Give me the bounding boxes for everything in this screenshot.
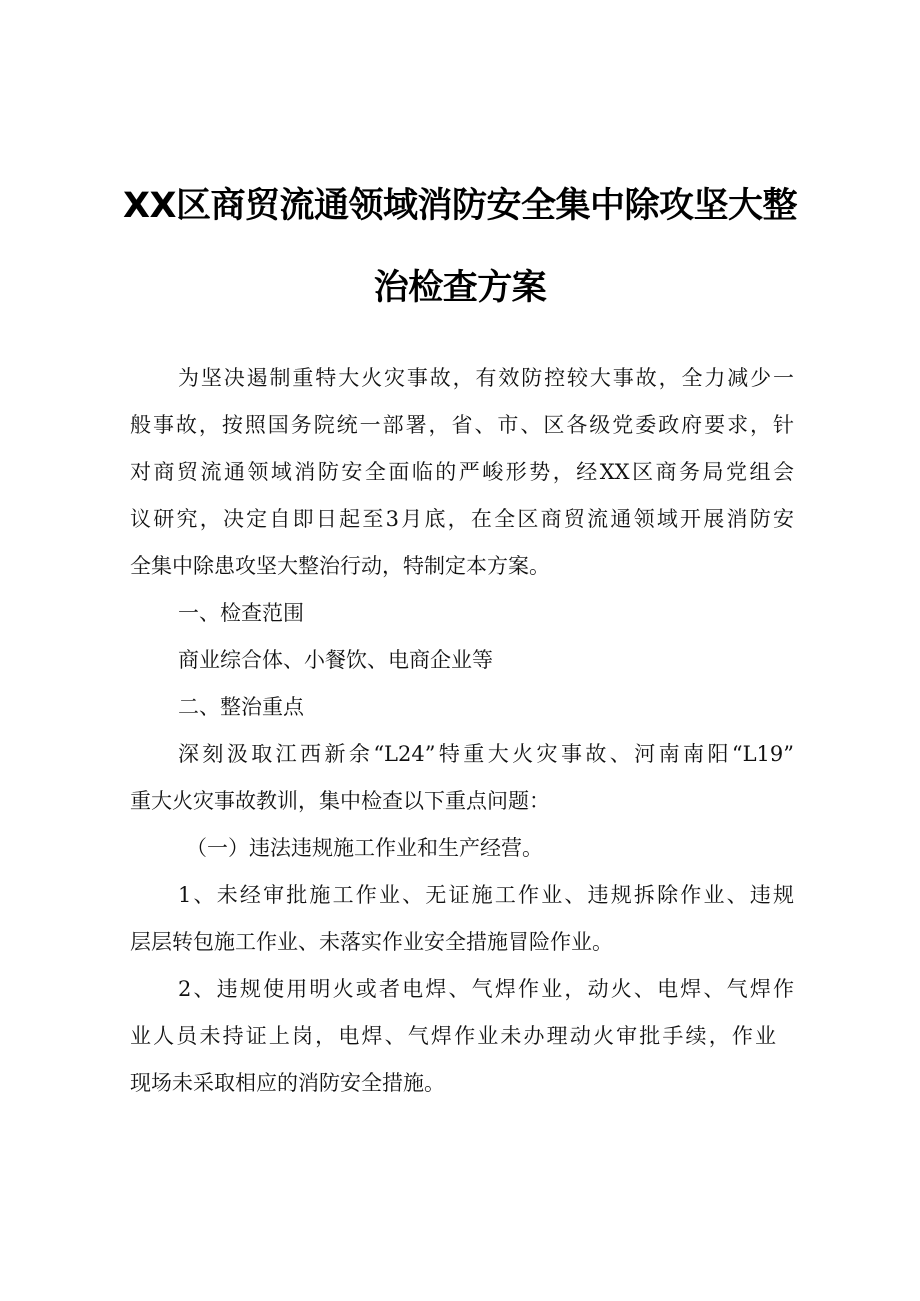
item-1-line-1: 1、未经审批施工作业、无证施工作业、违规拆除作业、违规 <box>178 883 794 907</box>
intro-line-2: 般事故，按照国务院统一部署，省、市、区各级党委政府要求，针 <box>130 413 794 437</box>
section-2-heading: 二、整治重点 <box>178 695 304 719</box>
item-2-line-3: 现场未采取相应的消防安全措施。 <box>130 1071 445 1095</box>
section-2-body-line-1: 深刻汲取江西新余“L24”特重大火灾事故、河南南阳“L19” <box>178 742 794 766</box>
intro-line-1: 为坚决遏制重特大火灾事故，有效防控较大事故，全力减少一 <box>178 366 794 390</box>
intro-line-4: 议研究，决定自即日起至3月底，在全区商贸流通领域开展消防安 <box>130 507 794 531</box>
section-1-body: 商业综合体、小餐饮、电商企业等 <box>178 648 493 672</box>
subsection-1-heading: （一）违法违规施工作业和生产经营。 <box>186 836 543 860</box>
intro-line-5: 全集中除患攻坚大整治行动，特制定本方案。 <box>130 554 550 578</box>
section-1-heading: 一、检查范围 <box>178 601 304 625</box>
item-1-line-2: 层层转包施工作业、未落实作业安全措施冒险作业。 <box>130 930 613 954</box>
document-title-line-2: 治检查方案 <box>373 268 547 308</box>
item-2-line-2: 业人员未持证上岗，电焊、气焊作业未办理动火审批手续，作业 <box>130 1024 776 1048</box>
document-title-line-1: XX区商贸流通领域消防安全集中除攻坚大整 <box>123 186 797 226</box>
section-2-body-line-2: 重大火灾事故教训，集中检查以下重点问题： <box>130 789 550 813</box>
intro-line-3: 对商贸流通领域消防安全面临的严峻形势，经XX区商务局党组会 <box>130 460 794 484</box>
item-2-line-1: 2、违规使用明火或者电焊、气焊作业，动火、电焊、气焊作 <box>178 977 794 1001</box>
